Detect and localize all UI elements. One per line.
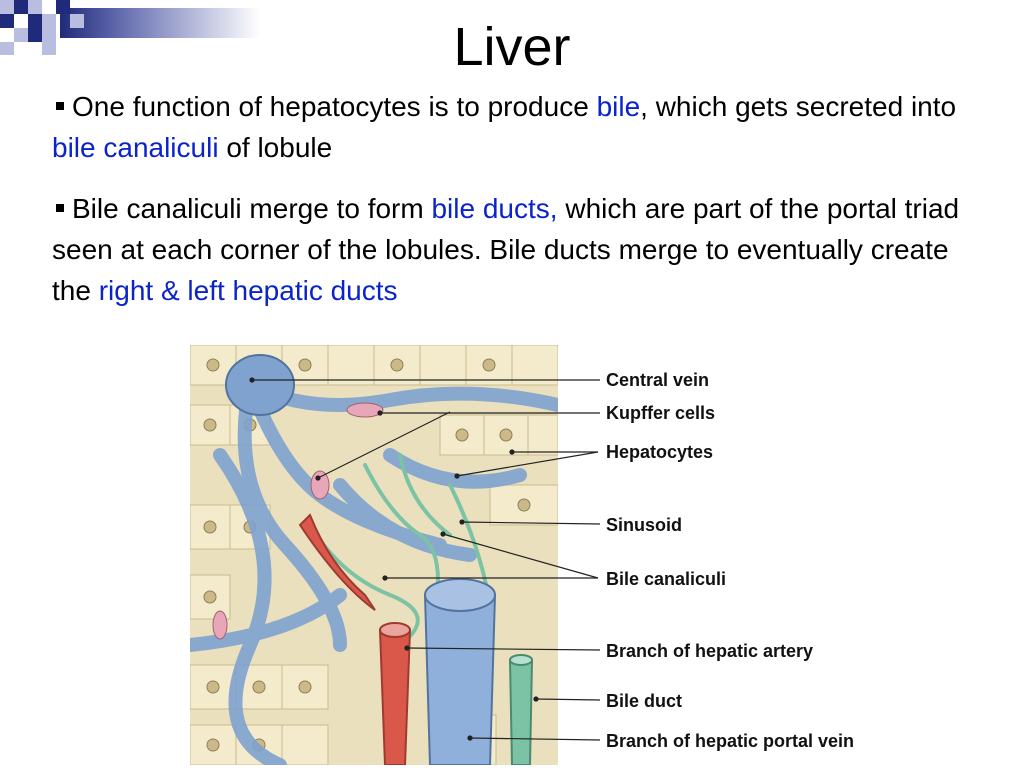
- label-hepatocytes: Hepatocytes: [606, 442, 714, 462]
- label-central-vein: Central vein: [606, 370, 710, 390]
- label-portal-vein: Branch of hepatic portal vein: [606, 731, 855, 751]
- bullet-1-text-c: of lobule: [218, 132, 333, 163]
- bullet-1-text-a: One function of hepatocytes is to produce: [72, 91, 597, 122]
- bullet-1-highlight-canaliculi: bile canaliculi: [52, 132, 219, 163]
- label-sinusoid: Sinusoid: [606, 515, 682, 535]
- bullet-2-text-a: Bile canaliculi merge to form: [72, 193, 432, 224]
- slide-title: Liver: [453, 17, 571, 77]
- label-hepatic-artery: Branch of hepatic artery: [606, 641, 814, 661]
- bullet-2-text-b: which are part of the portal triad seen at each corner of the lobules. Bile ducts merge to eventually create the: [52, 193, 960, 306]
- label-bile-canaliculi: Bile canaliculi: [606, 569, 727, 589]
- label-kupffer-cells: Kupffer cells: [606, 403, 716, 423]
- bullet-1-text-b: , which gets secreted into: [640, 91, 957, 122]
- bullet-1-highlight-bile: bile: [596, 91, 641, 122]
- bullet-2-highlight-bile-ducts: bile ducts,: [431, 193, 558, 224]
- label-bile-duct: Bile duct: [606, 691, 683, 711]
- bullet-2-highlight-hepatic-ducts: right & left hepatic ducts: [98, 275, 398, 306]
